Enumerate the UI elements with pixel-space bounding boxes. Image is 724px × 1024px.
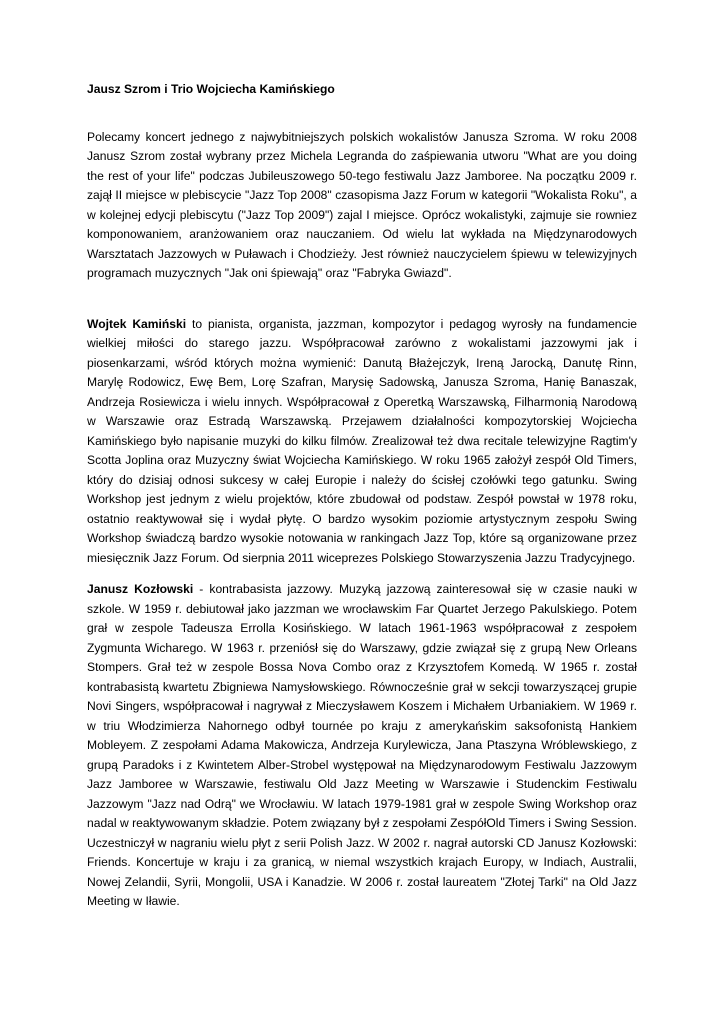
document-title: Jausz Szrom i Trio Wojciecha Kamińskiego [87,82,335,96]
paragraph-body: - kontrabasista jazzowy. Muzyką jazzową zainteresował się w czasie nauki w szkole. W 1959 r. debiutował jako jazzman we wrocławskim Far Quartet Jerzego Pakulskiego. Potem grał w zespole Tadeusza Errolla Kosińskiego. W latach 1961-1963 współpracował z zespołem Zygmunta Wicharego. W 1963 r. przeniósł się do Warszawy, gdzie związał się z grupą New Orleans Stompers. Grał też w zespole Bossa Nova Combo oraz z Krzysztofem Komedą. W 1965 r. został kontrabasistą kwartetu Zbigniewa Namysłowskiego. Równocześnie grał w sekcji towarzyszącej grupie Novi Singers, współpracował i nagrywał z Mieczysławem Koszem i Michałem Urbaniakiem. W 1969 r. w triu Włodzimierza Nahornego odbył tournée po kraju z amerykańskim saksofonistą Hankiem Mobleyem. Z zespołami Adama Makowicza, Andrzeja Kurylewicza, Jana Ptaszyna Wróblewskiego, z grupą Paradoks i z Kwintetem Alber-Strobel występował na Międzynarodowym Festiwalu Jazzowym Jazz Jamboree w Warszawie, festiwalu Old Jazz Meeting w Warszawie i Studenckim Festiwalu Jazzowym "Jazz nad Odrą" we Wrocławiu. W latach 1979-1981 grał w zespole Swing Workshop oraz nadal w reaktywowanym składzie. Potem związany był z zespołami ZespółOld Timers i Swing Session. Uczestniczył w nagraniu wielu płyt z serii Polish Jazz. W 2002 r. nagrał autorski CD Janusz Kozłowski: Friends. Koncertuje w kraju i za granicą, w niemal wszystkich krajach Europy, w Indiach, Australii, Nowej Zelandii, Syrii, Mongolii, USA i Kanadzie. W 2006 r. został laureatem "Złotej Tarki" na Old Jazz Meeting w Iławie. [87,582,637,908]
paragraph-wojtek-kaminski [87,315,637,569]
paragraph-lead-name: Wojtek Kamiński [87,316,187,331]
paragraph-body: to pianista, organista, jazzman, kompozytor i pedagog wyrosły na fundamencie wielkiej miłości do starego jazzu. Współpracował zarówno z wokalistami jazzowymi jak i piosenkarzami, wśród których można wymienić: Danutą Błażejczyk, Ireną Jarocką, Danutę Rinn, Marylę Rodowicz, Ewę Bem, Lorę Szafran, Marysię Sadowską, Janusza Szroma, Hanię Banaszak, Andrzeja Rosiewicza i wielu innych. Współpracował z Operetką Warszawską, Filharmonią Narodową w Warszawie oraz Estradą Warszawską. Przejawem działalności kompozytorskiej Wojciecha Kamińskiego było napisanie muzyki do kilku filmów. Zrealizował też dwa recitale telewizyjne Ragtim'y Scotta Joplina oraz Muzyczny świat Wojciecha Kamińskiego. W roku 1965 założył zespół Old Timers, który do dzisiaj odnosi sukcesy w całej Europie i należy do ścisłej czołówki tego gatunku. Swing Workshop jest jednym z wielu projektów, które zbudował od podstaw. Zespół powstał w 1978 roku, ostatnio reaktywował się i wydał płytę. O bardzo wysokim poziomie artystycznym zespołu Swing Workshop świadczą bardzo wysokie notowania w rankingach Jazz Top, które są organizowane przez miesięcznik Jazz Forum. Od sierpnia 2011 wiceprezes Polskiego Stowarzyszenia Jazzu Tradycyjnego. [87,316,637,565]
paragraph-lead-name: Janusz Kozłowski [87,582,194,596]
paragraph-janusz-szrom: Polecamy koncert jednego z najwybitniejszych polskich wokalistów Janusza Szroma. W roku 2008 Janusz Szrom został wybrany przez Michela Legranda do zaśpiewania utworu "What are you doing the rest of your life" podczas Jubileuszowego 50-tego festiwalu Jazz Jamboree. Na początku 2009 r. zajął II miejsce w plebiscycie "Jazz Top 2008" czasopisma Jazz Forum w kategorii "Wokalista Roku", a w kolejnej edycji plebiscytu ("Jazz Top 2009") zajal I miejsce. Oprócz wokalistyki, zajmuje sie rowniez komponowaniem, aranżowaniem oraz nauczaniem. Od wielu lat wykłada na Międzynarodowych Warsztatach Jazzowych w Puławach i Chodzieży. Jest również nauczycielem śpiewu w telewizyjnych programach muzycznych "Jak oni śpiewają" oraz "Fabryka Gwiazd". [87,129,637,280]
paragraph-janusz-kozlowski [87,580,637,912]
document-page [87,80,637,912]
